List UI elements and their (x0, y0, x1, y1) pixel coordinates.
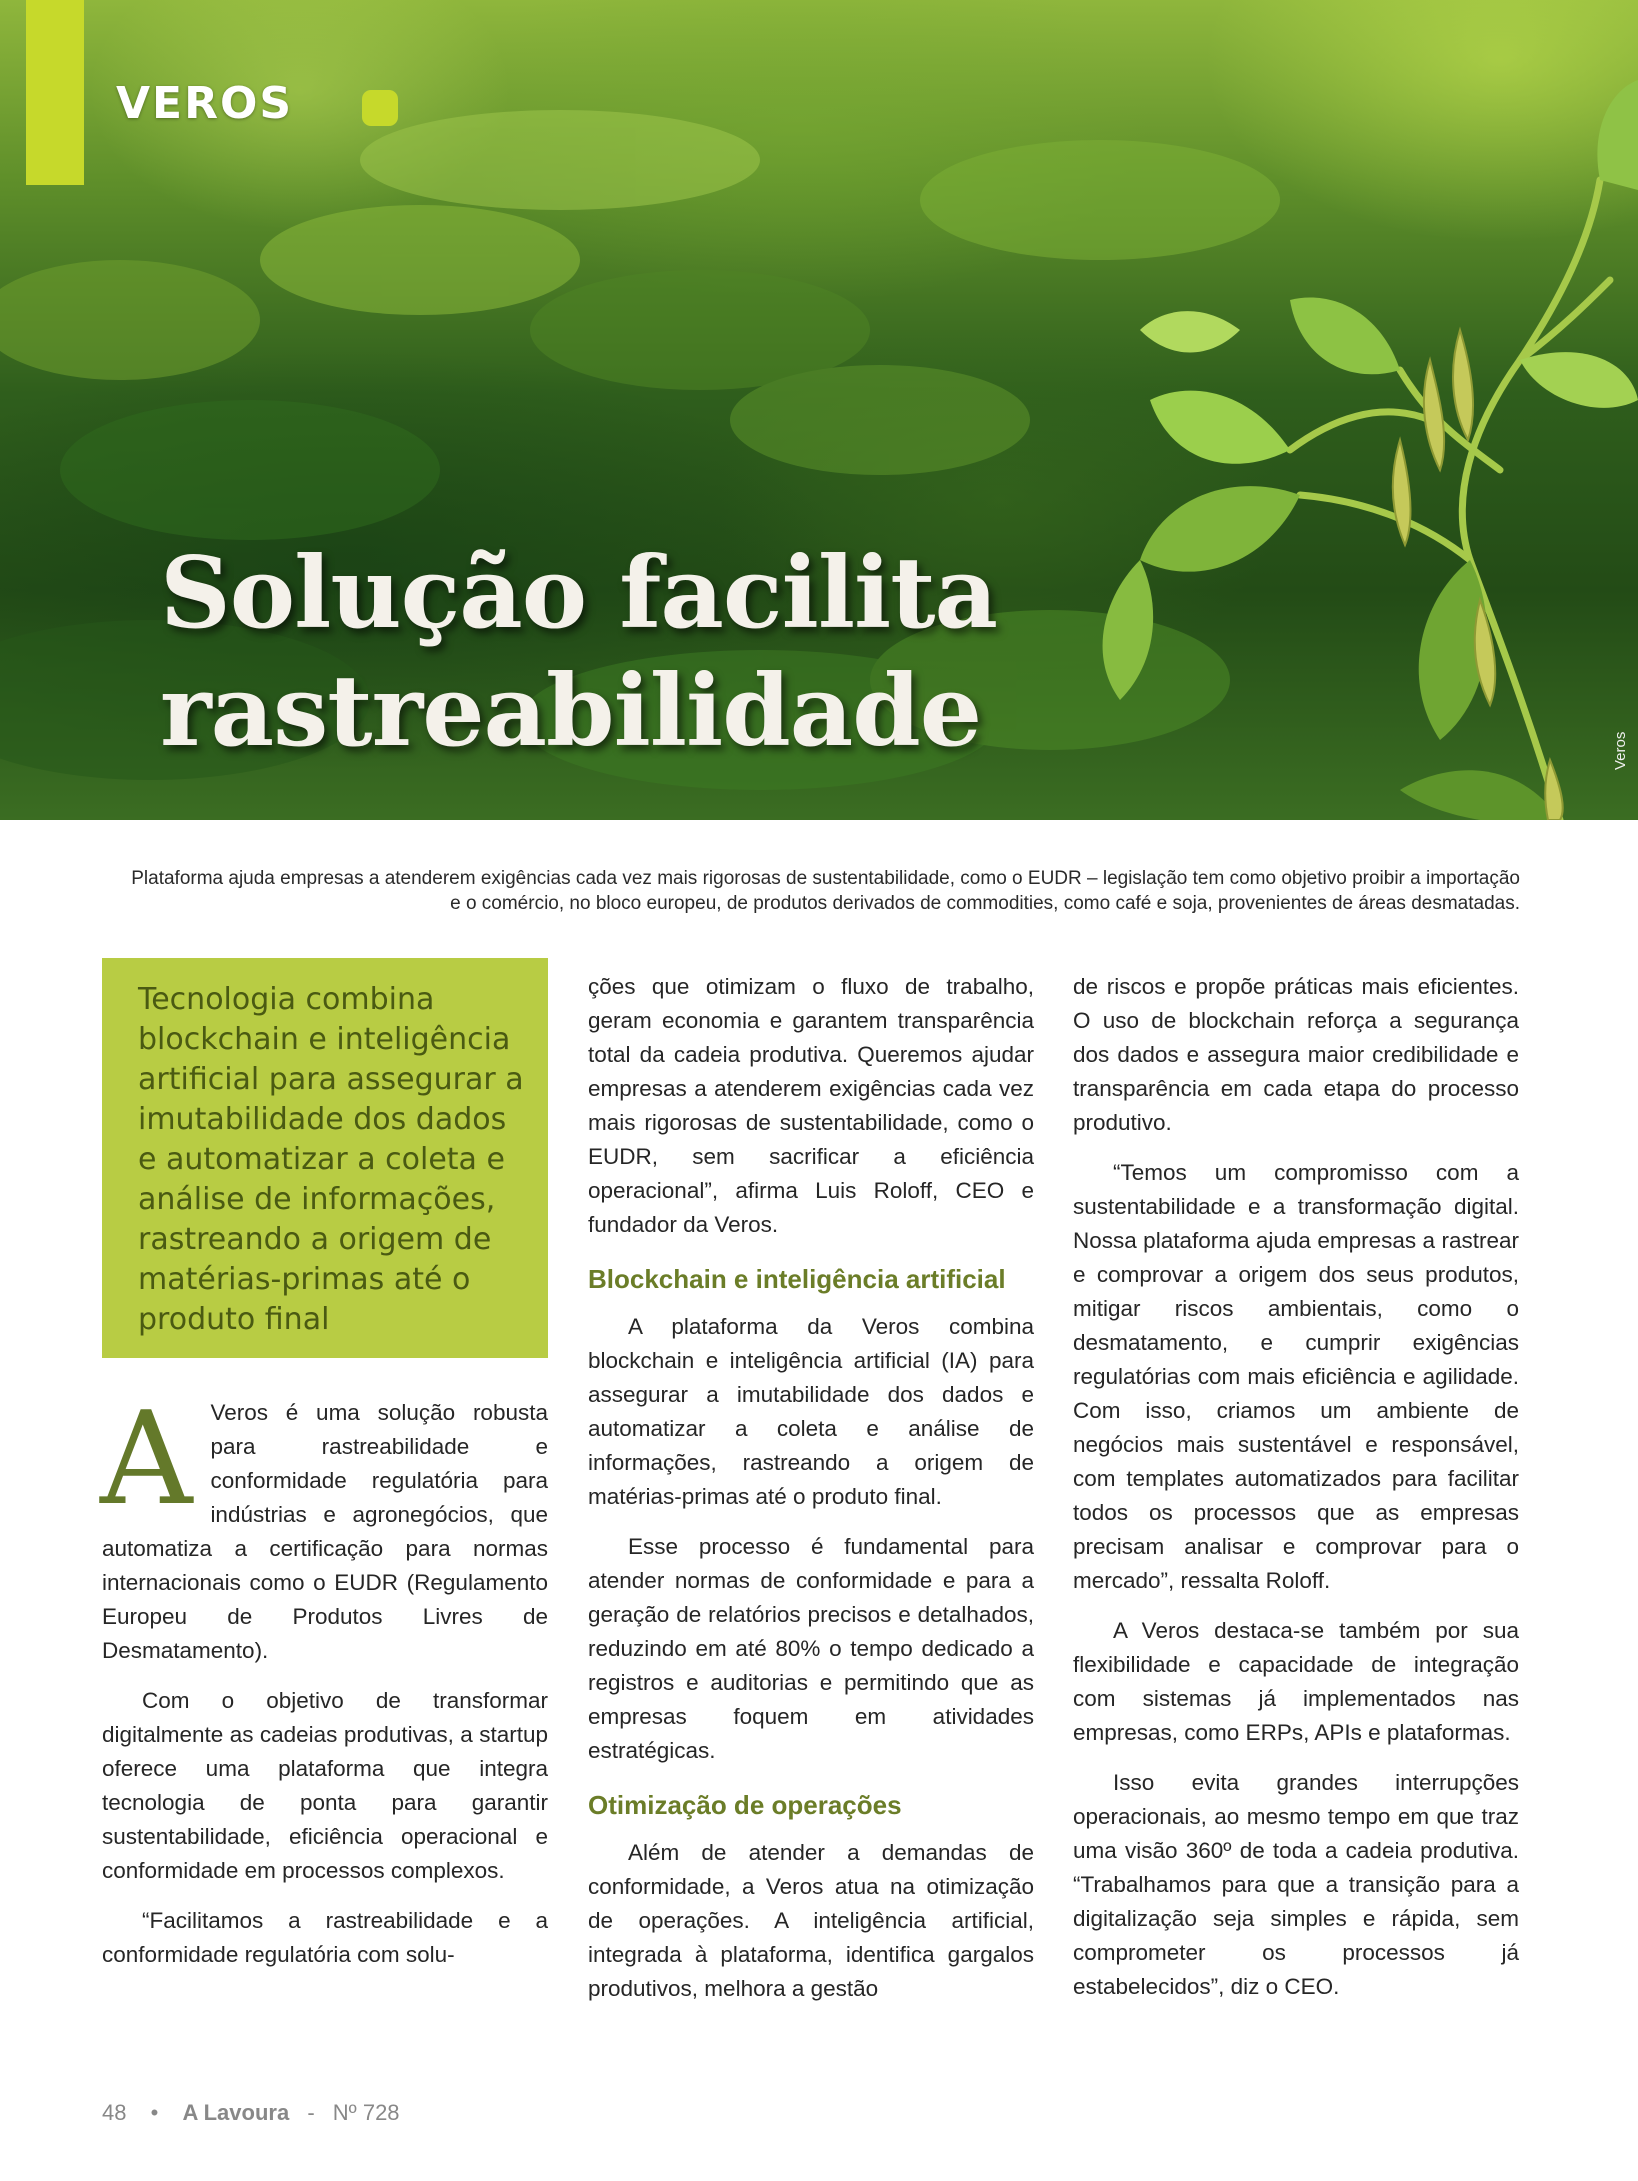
body-paragraph-1 (100, 1385, 548, 1668)
section-accent-bar (26, 0, 84, 185)
section-label: VEROS (116, 78, 294, 129)
section-dot-icon (362, 90, 398, 126)
page-number: 48 (102, 2100, 127, 2125)
body-paragraph-3: “Facilitamos a rastreabilidade e a conformidade regulatória com solu- (102, 1908, 548, 1967)
page-footer (102, 2100, 400, 2126)
subheading-otimizacao: Otimização de operações (588, 1790, 902, 1820)
pull-quote-box (102, 958, 548, 1358)
body-paragraph-8: A Veros destaca-se também por sua flexibilidade e capacidade de integração com sistemas já implementados nas empresas, como ERPs, APIs e plataformas. (1073, 1618, 1519, 1745)
text-column-2 (588, 970, 1034, 2022)
body-paragraph-6: Além de atender a demandas de conformidade, a Veros atua na otimização de operações. A inteligência artificial, integrada à plataforma, identifica gargalos produtivos, melhora a gestão (588, 1840, 1034, 2001)
text-column-3 (1073, 970, 1519, 2020)
issue-number: Nº 728 (332, 2100, 400, 2125)
article-title-line1: Solução facilita (160, 536, 998, 651)
body-paragraph-9: Isso evita grandes interrupções operacionais, ao mesmo tempo em que traz uma visão 360º de toda a cadeia produtiva. “Trabalhamos para que a transição para a digitalização seja simples e rápida, sem comprometer os processos já estabelecidos”, diz o CEO. (1073, 1770, 1519, 1999)
photo-credit: Veros (1612, 731, 1629, 770)
footer-separator: - (307, 2100, 315, 2125)
text-column-1 (102, 970, 548, 1988)
body-paragraph-3-continued: ções que otimizam o fluxo de trabalho, geram economia e garantem transparência total da cadeia produtiva. Queremos ajudar empresas a atenderem exigências cada vez mais rigorosas de sustentabilidade, como o EUDR, sem sacrificar a eficiência operacional”, afirma Luis Roloff, CEO e fundador da Veros. (588, 974, 1034, 1237)
article-lead: Plataforma ajuda empresas a atenderem exigências cada vez mais rigorosas de sustentabilidade, como o EUDR – legislação tem como objetivo proibir a importação e o comércio, no bloco europeu, de produtos derivados de commodities, como café e soja, provenientes de áreas desmatadas. (131, 868, 1520, 914)
article-title (160, 535, 997, 771)
body-paragraph-6-continued: de riscos e propõe práticas mais eficientes. O uso de blockchain reforça a segurança dos dados e assegura maior credibilidade e transparência em cada etapa do processo produtivo. (1073, 974, 1519, 1135)
body-paragraph-2: Com o objetivo de transformar digitalmente as cadeias produtivas, a startup oferece uma plataforma que integra tecnologia de ponta para garantir sustentabilidade, eficiência operacional e conformidade em processos complexos. (102, 1688, 548, 1883)
body-paragraph-7: “Temos um compromisso com a sustentabilidade e a transformação digital. Nossa plataforma ajuda empresas a rastrear e comprovar a origem dos seus produtos, mitigar riscos ambientais, como o desmatamento, e cumprir exigências regulatórias com mais eficiência e agilidade. Com isso, criamos um ambiente de negócios mais sustentável e responsável, com templates automatizados para facilitar todos os processos que as empresas precisam analisar e comprovar para o mercado”, ressalta Roloff. (1073, 1160, 1519, 1593)
subheading-blockchain: Blockchain e inteligência artificial (588, 1264, 1006, 1294)
hero-photo (0, 0, 1638, 820)
article-title-line2: rastreabilidade (160, 654, 982, 769)
pull-quote-text: Tecnologia combina blockchain e inteligência artificial para assegurar a imutabilidade dos dados e automatizar a coleta e análise de informações, rastreando a origem de matérias-primas até o produto final (138, 982, 524, 1337)
drop-cap: A (100, 1385, 193, 1534)
footer-bullet: • (150, 2100, 159, 2125)
publication-name: A Lavoura (182, 2100, 290, 2125)
body-paragraph-4: A plataforma da Veros combina blockchain e inteligência artificial (IA) para assegurar a imutabilidade dos dados e automatizar a coleta e análise de informações, rastreando a origem de matérias-primas até o produto final. (588, 1314, 1034, 1509)
body-paragraph-1-text: Veros é uma solução robusta para rastreabilidade e conformidade regulatória para indústrias e agronegócios, que automatiza a certificação para normas internacionais como o EUDR (Regulamento Europeu de Produtos Livres de Desmatamento). (102, 1400, 548, 1663)
body-paragraph-5: Esse processo é fundamental para atender normas de conformidade e para a geração de relatórios precisos e detalhados, reduzindo em até 80% o tempo dedicado a registros e auditorias e permitindo que as empresas foquem em atividades estratégicas. (588, 1534, 1034, 1763)
